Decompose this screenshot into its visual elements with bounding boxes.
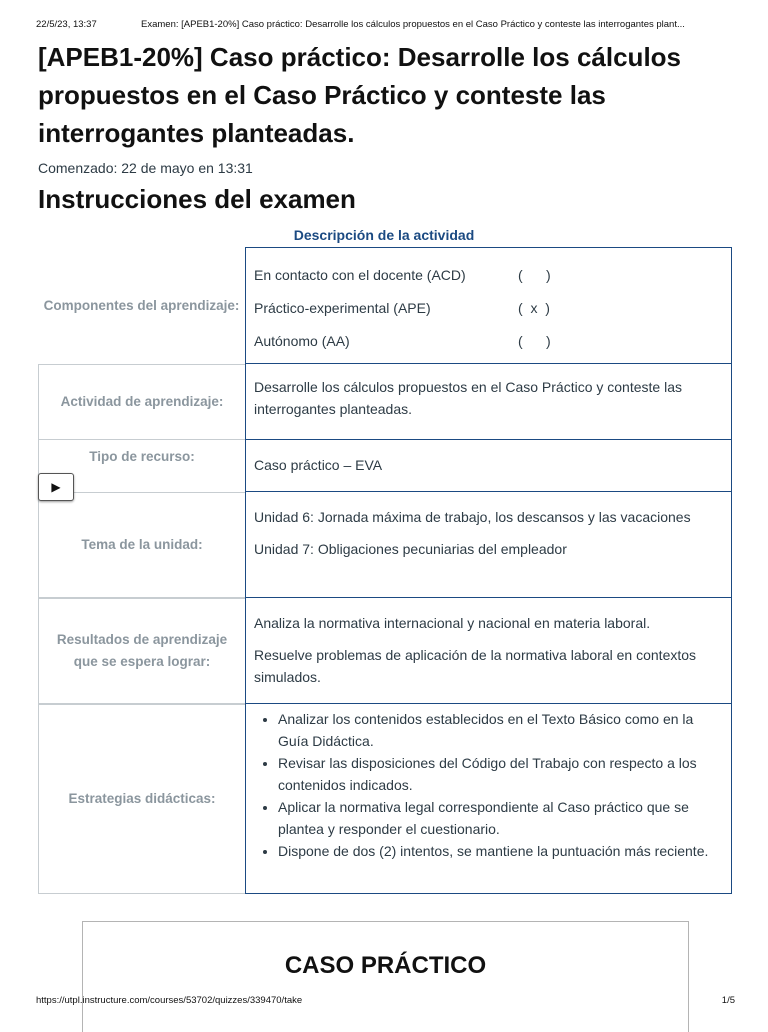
componente-name: En contacto con el docente (ACD) — [254, 266, 466, 283]
estrategia-item: • Revisar las disposiciones del Código del Trabajo con respecto a los contenidos indicados. — [278, 752, 721, 796]
table-row-actividad — [38, 364, 732, 440]
componentes-value — [245, 247, 732, 364]
resultado-item: Analiza la normativa internacional y nacional en materia laboral. — [254, 615, 651, 631]
componente-mark: ( x ) — [518, 299, 550, 316]
print-header-title: Examen: [APEB1-20%] Caso práctico: Desarrolle los cálculos propuestos en el Caso Práctico y conteste las interrogantes plant... — [141, 19, 685, 30]
componente-mark: ( ) — [518, 266, 551, 283]
actividad-label: Actividad de aprendizaje: — [38, 364, 245, 440]
case-study-box — [82, 921, 689, 1032]
table-row-tipo — [38, 440, 732, 492]
componente-name: Autónomo (AA) — [254, 332, 350, 349]
estrategia-item: • Analizar los contenidos establecidos en el Texto Básico como en la Guía Didáctica. — [278, 708, 721, 752]
print-page-number: 1/5 — [721, 995, 735, 1006]
componente-mark: ( ) — [518, 332, 551, 349]
resultados-label: Resultados de aprendizaje que se espera lograr: — [38, 598, 245, 704]
tema-value — [245, 492, 732, 598]
table-row-estrategias — [38, 704, 732, 894]
play-button[interactable] — [38, 473, 74, 501]
tema-label: Tema de la unidad: — [38, 492, 245, 598]
table-row-resultados — [38, 598, 732, 704]
table-caption: Descripción de la actividad — [293, 227, 475, 243]
started-time: Comenzado: 22 de mayo en 13:31 — [38, 160, 253, 176]
componentes-label: Componentes del aprendizaje: — [43, 297, 240, 313]
tipo-value: Caso práctico – EVA — [245, 440, 732, 492]
print-footer-url: https://utpl.instructure.com/courses/53702/quizzes/339470/take — [36, 995, 303, 1006]
componente-item — [254, 258, 723, 291]
case-study-title: CASO PRÁCTICO — [284, 952, 487, 979]
actividad-value: Desarrolle los cálculos propuestos en el Caso Práctico y conteste las interrogantes planteadas. — [245, 364, 732, 440]
estrategias-label: Estrategias didácticas: — [38, 704, 245, 894]
tema-item: Unidad 6: Jornada máxima de trabajo, los descansos y las vacaciones — [254, 509, 691, 525]
componente-item — [254, 291, 723, 324]
print-date: 22/5/23, 13:37 — [36, 19, 97, 30]
estrategia-item: • Dispone de dos (2) intentos, se mantiene la puntuación más reciente. — [278, 840, 721, 862]
componente-name: Práctico-experimental (APE) — [254, 299, 431, 316]
tipo-label: Tipo de recurso: — [38, 440, 245, 492]
activity-table — [38, 247, 732, 894]
estrategias-list — [254, 708, 721, 862]
componente-item — [254, 324, 723, 357]
resultado-item: Resuelve problemas de aplicación de la normativa laboral en contextos simulados. — [254, 647, 697, 685]
estrategia-item: • Aplicar la normativa legal correspondiente al Caso práctico que se plantea y responder el cuestionario. — [278, 796, 721, 840]
table-row-componentes — [38, 247, 732, 364]
tema-item: Unidad 7: Obligaciones pecuniarias del empleador — [254, 541, 567, 557]
instructions-heading: Instrucciones del examen — [38, 184, 356, 214]
table-row-tema — [38, 492, 732, 598]
estrategias-value — [245, 704, 732, 894]
page-title: [APEB1-20%] Caso práctico: Desarrolle los cálculos propuestos en el Caso Práctico y conteste las interrogantes planteadas. — [38, 42, 682, 148]
resultados-value — [245, 598, 732, 704]
play-icon: ▶ — [51, 480, 61, 494]
